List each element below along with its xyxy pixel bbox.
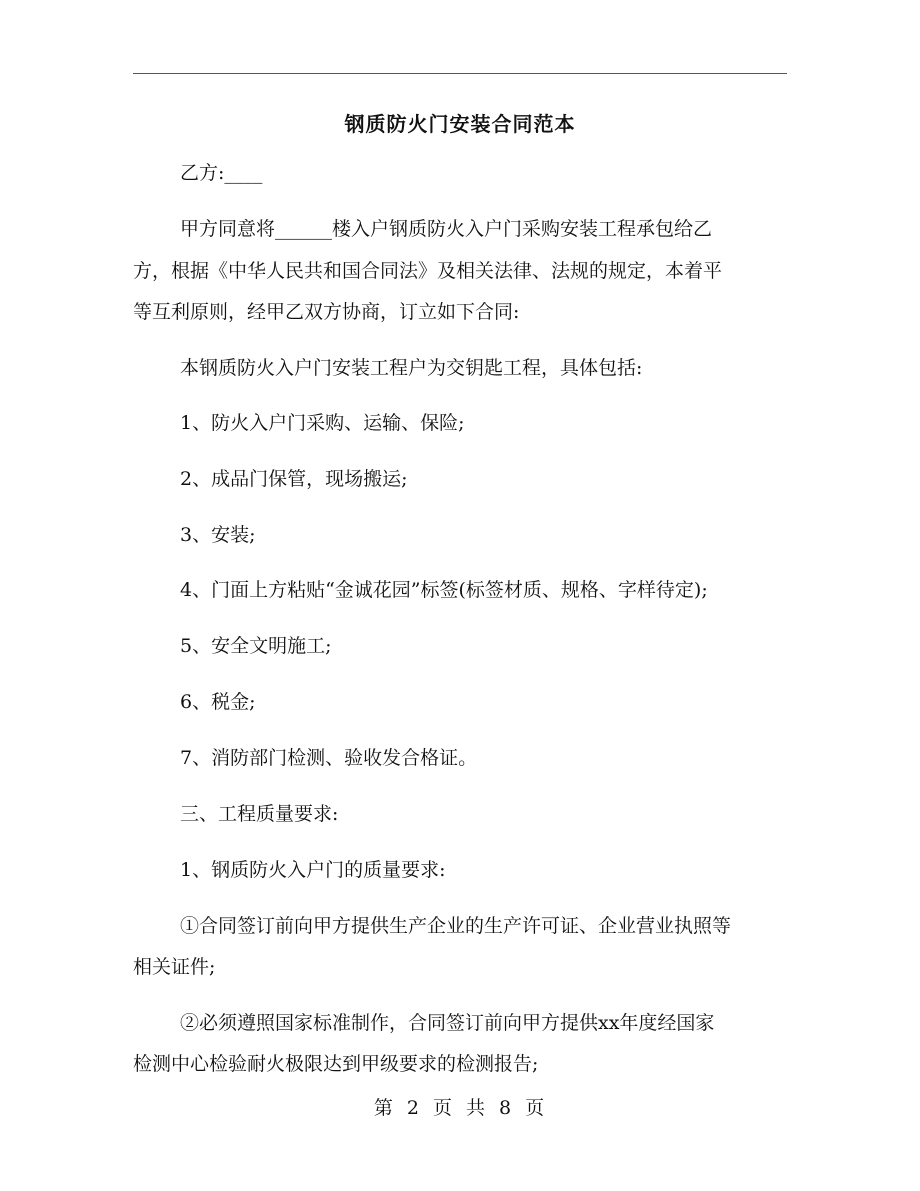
section-heading: 三、工程质量要求:: [180, 803, 339, 825]
paragraph-line: ①合同签订前向甲方提供生产企业的生产许可证、企业营业执照等: [180, 915, 732, 937]
list-item: 6、税金;: [180, 691, 256, 713]
paragraph-line: 甲方同意将______楼入户钢质防火入户门采购安装工程承包给乙: [180, 218, 713, 240]
list-item: 1、防火入户门采购、运输、保险;: [180, 412, 465, 434]
list-item: 7、消防部门检测、验收发合格证。: [180, 747, 478, 769]
paragraph-line: 检测中心检验耐火极限达到甲级要求的检测报告;: [133, 1053, 539, 1075]
paragraph-line: 方，根据《中华人民共和国合同法》及相关法律、法规的规定，本着平: [133, 260, 723, 282]
list-item: 2、成品门保管，现场搬运;: [180, 468, 408, 490]
list-item: 3、安装;: [180, 524, 256, 546]
paragraph-line: 相关证件;: [133, 956, 216, 978]
list-item: 4、门面上方粘贴“金诚花园”标签(标签材质、规格、字样待定);: [180, 579, 708, 601]
paragraph-line: 等互利原则，经甲乙双方协商，订立如下合同:: [133, 301, 520, 323]
list-item: 5、安全文明施工;: [180, 635, 332, 657]
paragraph-line: ②必须遵照国家标准制作，合同签订前向甲方提供xx年度经国家: [180, 1012, 715, 1034]
subsection-heading: 1、钢质防火入户门的质量要求:: [180, 859, 446, 881]
document-title: 钢质防火门安装合同范本: [344, 112, 576, 136]
paragraph-line: 本钢质防火入户门安装工程户为交钥匙工程，具体包括:: [180, 357, 643, 379]
party-b-line: 乙方:____: [180, 162, 263, 184]
header-rule: [133, 73, 787, 74]
page-number-footer: 第 2 页 共 8 页: [373, 1097, 547, 1119]
